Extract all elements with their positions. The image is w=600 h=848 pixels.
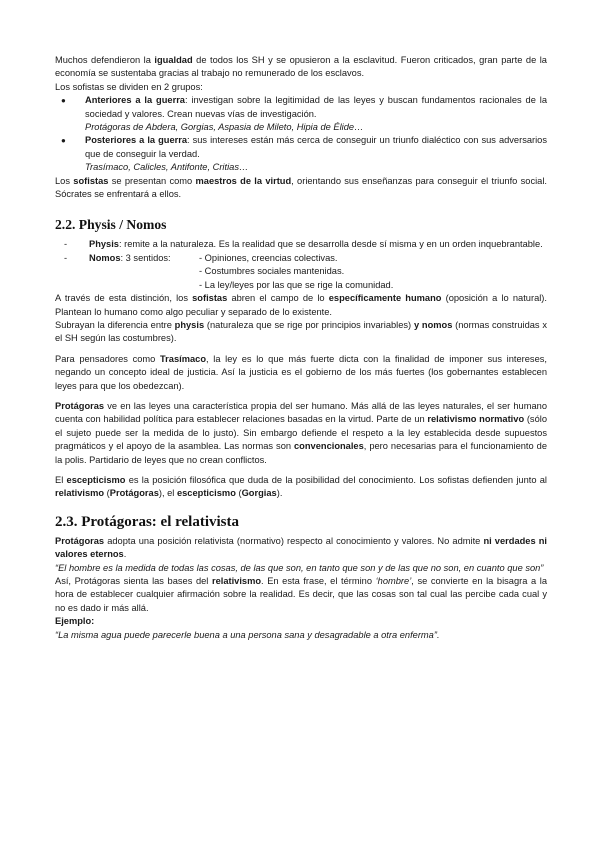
section-heading-protagoras: 2.3. Protágoras: el relativista: [55, 513, 239, 530]
difference-paragraph: Subrayan la diferencia entre physis (naturaleza que se rige por principios invariables) y nomos (normas construidas x el SH según las costumbres).: [55, 319, 547, 344]
list-item: - Costumbres sociales mantenidas.: [199, 266, 345, 277]
nomos-senses-list: [199, 252, 547, 292]
groups-intro: Los sofistas se dividen en 2 grupos:: [55, 81, 203, 92]
example-quote: “La misma agua puede parecerle buena a una persona sana y desagradable a otra enferma”.: [55, 629, 440, 640]
protagoras-paragraph: Protágoras ve en las leyes una característica propia del ser humano. Más allá de las leyes naturales, el ser humano cuenta con habilidad política para establecer relaciones basadas en la virtud. Parte de un relativismo normativo (sólo el sujeto puede ser la medida de lo justo). Sin embargo defiende el respeto a la ley establecida desde supuestos pragmáticos y el apoyo de la asamblea. Las normas son convencionales, pero necesarias para el funcionamiento de la polis. Partidario de leyes que no crean conflictos.: [55, 400, 547, 465]
protagoras-quote: “El hombre es la medida de todas las cosas, de las que son, en tanto que son y de las que no son, en cuanto que son”: [55, 562, 544, 573]
list-item: - Opiniones, creencias colectivas.: [199, 252, 338, 263]
list-item: - La ley/leyes por las que se rige la comunidad.: [199, 279, 394, 290]
list-item: ● Posteriores a la guerra: sus intereses están más cerca de conseguir un triunfo dialéctico con sus adversarios que de conseguir la verdad. Trasímaco, Calicles, Antifonte, Critias…: [55, 134, 547, 174]
example-label: Ejemplo:: [55, 616, 95, 627]
skepticism-paragraph: El escepticismo es la posición filosófica que duda de la posibilidad del conocimiento. Los sofistas defienden junto al relativismo (Protágoras), el escepticismo (Gorgias).: [55, 474, 547, 499]
relativist-paragraph: Protágoras adopta una posición relativista (normativo) respecto al conocimiento y valores. No admite ni verdades ni valores eternos.: [55, 535, 547, 560]
sophists-paragraph: Los sofistas se presentan como maestros de la virtud, orientando sus enseñanzas para conseguir el triunfo social. Sócrates se enfrentará a ellos.: [55, 175, 547, 200]
sophist-groups-list: [55, 94, 547, 174]
section-heading-physis-nomos: 2.2. Physis / Nomos: [55, 217, 167, 233]
bullet-icon: ●: [61, 136, 66, 146]
list-item: ● Anteriores a la guerra: investigan sobre la legitimidad de las leyes y buscan fundamentos racionales de la sociedad y valores. Crean nuevas vías de investigación. Protágoras de Abdera, Gorgias, Aspasia de Mileto, Hipia de Élide…: [55, 94, 547, 134]
document-page: [55, 54, 547, 642]
relativism-paragraph: Así, Protágoras sienta las bases del relativismo. En esta frase, el término ‘hombre’, se convierte en la bisagra a la hora de establecer cualquier afirmación sobre la realidad. Es decir, que las cosas son tal cual las percibe cada cual y no es dado ir más allá.: [55, 576, 547, 613]
intro-paragraph: Muchos defendieron la igualdad de todos los SH y se opusieron a la esclavitud. Fueron criticados, gran parte de la economía se sustentaba gracias al trabajo no remunerado de los esclavos.: [55, 55, 547, 79]
nomos-item: - Nomos: 3 sentidos: - Opiniones, creencias colectivas. - Costumbres sociales mantenidas. - La ley/leyes por las que se rige la comunidad.: [55, 252, 547, 292]
physis-item: - Physis: remite a la naturaleza. Es la realidad que se desarrolla desde sí misma y en un orden inquebrantable.: [64, 239, 543, 250]
trasimaco-paragraph: Para pensadores como Trasímaco, la ley es lo que más fuerte dicta con la finalidad de imponer sus intereses, negando un concepto ideal de justicia. Así la justicia es el gobierno de los más fuertes (los gobernantes establecen leyes para que los obedezcan).: [55, 353, 547, 391]
group-names: Trasímaco, Calicles, Antifonte, Critias…: [85, 162, 249, 173]
group-names: Protágoras de Abdera, Gorgias, Aspasia de Mileto, Hipia de Élide…: [85, 122, 364, 133]
bullet-icon: ●: [61, 96, 66, 106]
distinction-paragraph: A través de esta distinción, los sofistas abren el campo de lo específicamente humano (oposición a lo natural). Plantean lo humano como algo peculiar y separado de lo existente.: [55, 293, 547, 317]
